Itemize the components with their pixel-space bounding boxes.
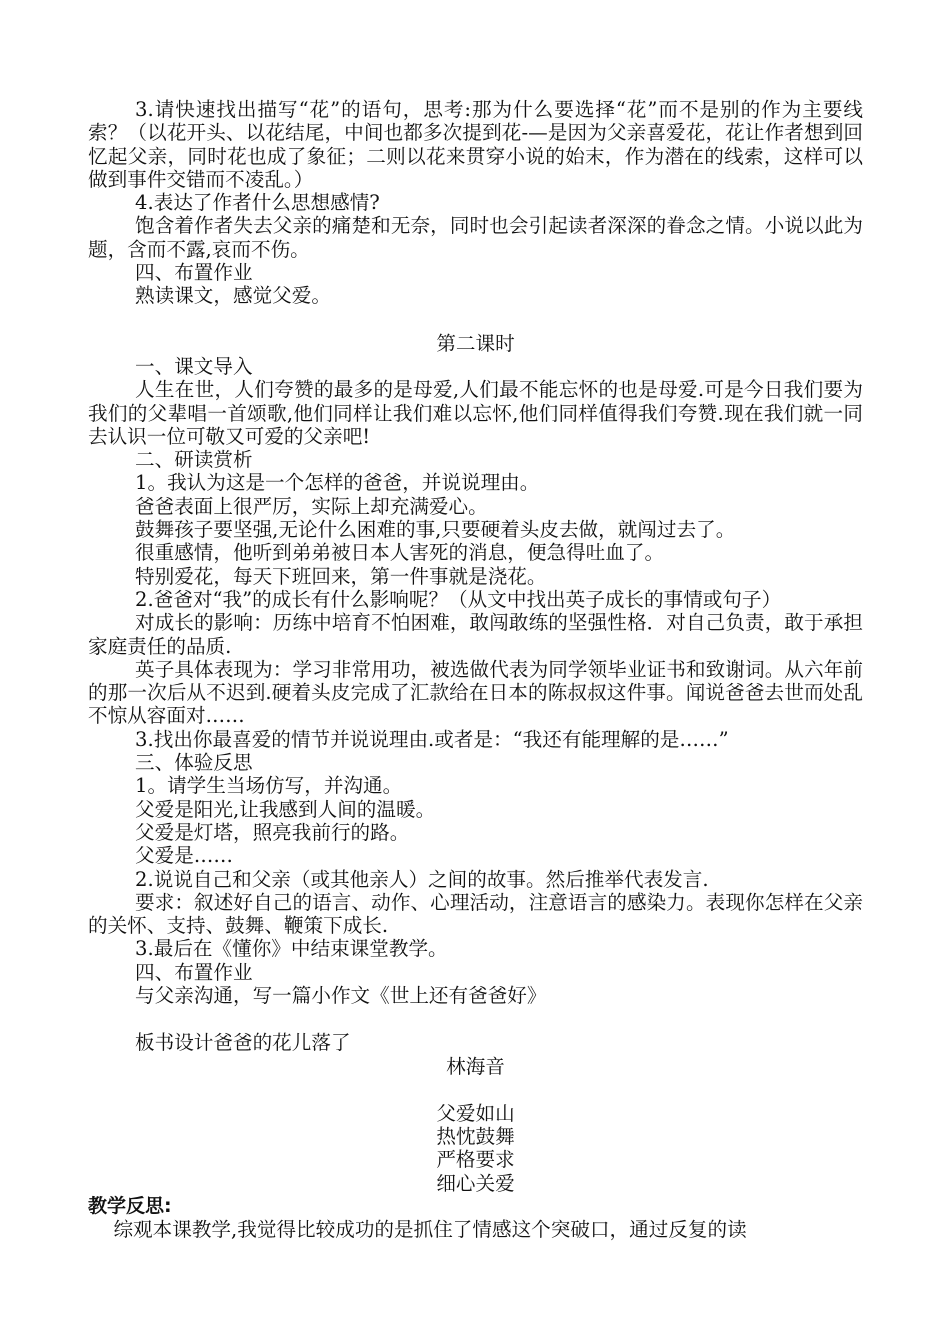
paragraph: 2.说说自己和父亲（或其他亲人）之间的故事。然后推举代表发言. <box>135 867 709 891</box>
board-line: 细心关爱 <box>436 1171 515 1195</box>
paragraph: 对成长的影响：历练中培育不怕困难，敢闯敢练的坚强性格．对自己负责，敢于承担家庭责任的品质. <box>88 611 863 658</box>
reflection-heading: 教学反思: <box>88 1195 172 1218</box>
board-author: 林海音 <box>446 1054 505 1078</box>
board-design-label: 板书设计爸爸的花儿落了 <box>135 1031 351 1055</box>
section-heading: 四、布置作业 <box>135 960 253 984</box>
paragraph: 饱含着作者失去父亲的痛楚和无奈，同时也会引起读者深深的眷念之情。小说以此为题，含而不露,哀而不伤。 <box>88 214 863 261</box>
paragraph: 鼓舞孩子要坚强,无论什么困难的事,只要硬着头皮去做，就闯过去了。 <box>135 518 736 542</box>
paragraph: 特别爱花，每天下班回来，第一件事就是浇花。 <box>135 564 547 588</box>
section-heading: 三、体验反思 <box>135 751 253 775</box>
board-line: 严格要求 <box>436 1148 515 1172</box>
paragraph: 很重感情，他听到弟弟被日本人害死的消息，便急得吐血了。 <box>135 541 665 565</box>
section-heading: 二、研读赏析 <box>135 448 253 472</box>
paragraph: 父爱是阳光,让我感到人间的温暖。 <box>135 797 436 821</box>
paragraph: 3.请快速找出描写“花”的语句，思考:那为什么要选择“花”而不是别的作为主要线索？（以花开头、以花结尾，中间也都多次提到花-—是因为父亲喜爱花，花让作者想到回忆起父亲，同时花也成了象征；二则以花来贯穿小说的始末，作为潜在的线索，这样可以做到事件交错而不凌乱。） <box>88 98 863 191</box>
board-line: 父爱如山 <box>436 1101 515 1125</box>
paragraph: 父爱是…… <box>135 844 233 868</box>
paragraph: 4.表达了作者什么思想感情? <box>135 191 380 215</box>
paragraph: 英子具体表现为：学习非常用功，被选做代表为同学领毕业证书和致谢词。从六年前的那一次后从不迟到.硬着头皮完成了汇款给在日本的陈叔叔这件事。闻说爸爸去世而处乱不惊从容面对…… <box>88 657 863 728</box>
paragraph: 父爱是灯塔，照亮我前行的路。 <box>135 820 410 844</box>
lesson-title: 第二课时 <box>436 331 515 355</box>
paragraph: 与父亲沟通，写一篇小作文《世上还有爸爸好》 <box>135 983 547 1007</box>
paragraph: 要求：叙述好自己的语言、动作、心理活动，注意语言的感染力。表现你怎样在父亲的关怀、支持、鼓舞、鞭策下成长. <box>88 890 863 938</box>
paragraph: 2.爸爸对“我”的成长有什么影响呢？（从文中找出英子成长的事情或句子） <box>135 587 782 611</box>
document-page <box>88 98 863 1242</box>
section-heading: 一、课文导入 <box>135 354 253 378</box>
paragraph: 人生在世，人们夸赞的最多的是母爱,人们最不能忘怀的也是母爱.可是今日我们要为我们的父辈唱一首颂歌,他们同样让我们难以忘怀,他们同样值得我们夸赞.现在我们就一同去认识一位可敬又可爱的父亲吧! <box>88 378 863 448</box>
paragraph: 熟读课文，感觉父爱。 <box>135 284 331 308</box>
paragraph: 1。请学生当场仿写，并沟通。 <box>135 774 403 798</box>
paragraph: 3.最后在《懂你》中结束课堂教学。 <box>135 937 448 961</box>
reflection-text: 综观本课教学,我觉得比较成功的是抓住了情感这个突破口，通过反复的读 <box>113 1218 747 1242</box>
section-heading: 四、布置作业 <box>135 261 253 285</box>
paragraph: 爸爸表面上很严厉，实际上却充满爱心。 <box>135 494 488 518</box>
board-line: 热忱鼓舞 <box>436 1125 515 1149</box>
paragraph: 1。我认为这是一个怎样的爸爸，并说说理由。 <box>135 471 540 495</box>
paragraph: 3.找出你最喜爱的情节并说说理由.或者是：“我还有能理解的是……” <box>135 727 729 751</box>
